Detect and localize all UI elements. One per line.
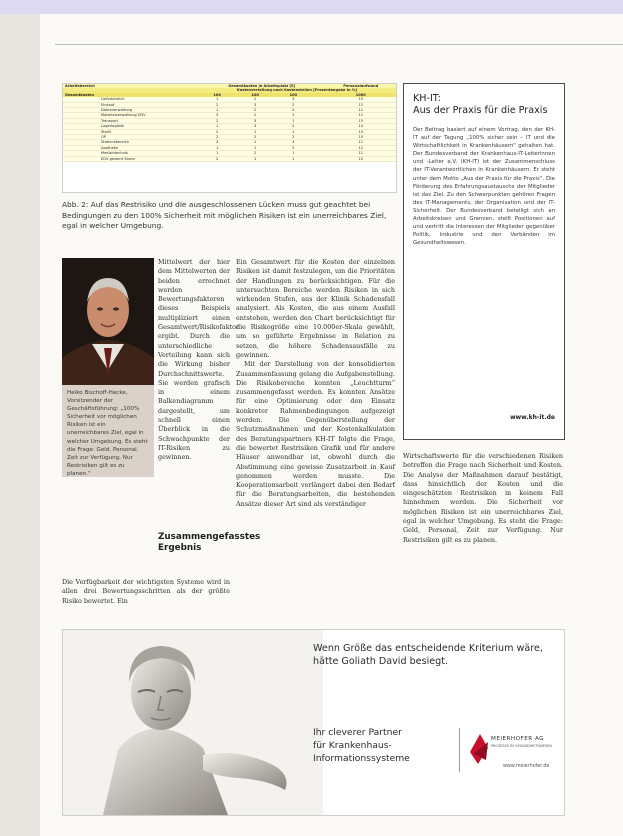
table-cell: 1 (274, 129, 312, 134)
table-cell: 13 (326, 129, 396, 134)
table-cell: 10 (326, 156, 396, 161)
section-subhead: Zusammengefasstes Ergebnis (158, 532, 261, 553)
table-cell: 2 (236, 108, 274, 113)
table-row-label: Transport (63, 118, 198, 123)
table-subheader-cell: Kostenverteilung nach Kostenstellen [Prozentangabe in %] (198, 88, 396, 92)
table-cell: 10 (326, 97, 396, 102)
table-cell: 1 (274, 113, 312, 118)
table-row-label: EDV gesamt Strom (63, 156, 198, 161)
table-cell-gap (312, 156, 325, 161)
sidebar-body: Der Beitrag basiert auf einem Vortrag, den der KH-IT auf der Tagung „100% sicher sein – IT und die Wirtschaftlichkeit in Krankenhäusern“ gehalten hat. Der Bundesverband der Krankenhaus-IT-Leiterinnen und -Leiter e.V. (KH-IT) ist der Zusammenschluss der IT-Verantwortlichen in Krankenhäusern. Er steht unter dem Motto „Aus der Praxis für die Praxis“. Die Förderung des Erfahrungsaustauschs der Mitglieder ist das Ziel. Zu den Schwerpunkten gehören Fragen des IT-Managements, der Organisation und der IT-Sicherheit. Der Bundesverband beteiligt sich an Arbeitskreisen und Gremien, stellt Positionen auf und vertritt die Interessen der Mitglieder gegenüber Politik, Industrie und den Verbänden im Gesundheitswesen. (413, 127, 555, 247)
header-rule (55, 44, 623, 45)
table-cell: 2 (236, 97, 274, 102)
table-cell: 1 (274, 118, 312, 123)
table-cell: 2 (198, 156, 236, 161)
body-paragraph: Ein Gesamtwert für die Kosten der einzelnen Risiken ist damit festzulegen, um die Prioritäten der Handlungen zu berücksichtigen. Für die untersuchten Bereiche werden Risiken in sich wirkenden Stufen, aus der Klinik Schadensfall analysiert. Als Kosten, die aus einem Ausfall entstehen, werden den Chart berücksichtigt für die Risikogröße eine 10.000er-Skala gewählt, um so geführte Ergebnisse in Relation zu setzen, die höhere Schadensausfälle zu gewinnen. (236, 258, 395, 359)
table-cell: 1 (274, 156, 312, 161)
ad-tagline-line: Informationssysteme (313, 753, 410, 764)
page-top-band (0, 0, 623, 14)
table-cell: 1 (198, 97, 236, 102)
table-cell: 15 (326, 118, 396, 123)
table-summary-cell: 1000 (326, 93, 396, 97)
table-cell: 3 (236, 102, 274, 107)
table-cell: 2 (198, 102, 236, 107)
table-summary-cell: 100 (198, 93, 236, 97)
table-row-label: Apotheke (63, 145, 198, 150)
portrait-caption: Heiko Bischoff-Hecke, Vorsitzender der Geschäftsführung: „100% Sicherheit vor möglichen Risiken ist ein unerreichbares Ziel, egal in welcher Umgebung. Es steht die Frage: Geld, Personal, Zeit zur Verfügung. Nur Restrisiken gilt es zu planen.“ (67, 390, 148, 477)
table-cell: 12 (326, 102, 396, 107)
table-cell: 1 (274, 151, 312, 156)
table-header-cell: Personalaufwand (326, 84, 396, 88)
table-cell: 2 (236, 113, 274, 118)
table-cell: 1 (198, 151, 236, 156)
table-cell: 11 (326, 108, 396, 113)
ad-website-link[interactable]: www.meierhofer.de (503, 764, 550, 769)
figure-risk-table (62, 83, 397, 193)
ad-brand-subtitle: PROZESSE IM GESUNDHEITSWESEN (491, 744, 552, 748)
table-cell: 1 (236, 156, 274, 161)
sidebar-link[interactable]: www.kh-it.de (510, 414, 555, 421)
table-row (63, 156, 396, 161)
ad-tagline (313, 726, 463, 765)
table-cell: 2 (274, 124, 312, 129)
table-cell: 2 (198, 118, 236, 123)
table-cell: 3 (236, 124, 274, 129)
sidebar-title (413, 93, 547, 117)
ad-headline-line: Wenn Größe das entscheidende Kriterium wäre, (313, 643, 543, 654)
body-paragraph: Mit der Darstellung von der konsolidierten Zusammenfassung gelang die Aufgabenstellung. Die Risikobereiche konnten „Leuchtturm“ zusammengefasst werden. Es konnten Ansätze für eine Optimierung oder den Einsatz konkreter Rahmenbedingungen aufgezeigt werden. Die Gegenüberstellung der Schutzmaßnahmen und der Kostenkalkulation des Beratungspartners KH-IT folgte die Frage, die bewertet Restrisiken Grafik und für andere Häuser anwendbar ist, obwohl durch die Abstimmung eine gewisse Zusatzarbeit in Kauf genommen werden musste. Die Kooperationsarbeit verlängert dabei den Bedarf für die Beratungsarbeiten, die bestehenden Ansätze dieser Art sind als verständiger (236, 360, 395, 508)
table-row-label: Lieferbereich (63, 97, 198, 102)
column-right-main (236, 258, 395, 509)
table-cell: 1 (236, 145, 274, 150)
sidebar-box-kh-it (403, 83, 565, 440)
body-paragraph: Die Verfügbarkeit der wichtigsten Systeme wird in allen drei Bewertungsschritten als der größte Risiko bewertet. Ein (62, 578, 230, 605)
table-cell: 3 (198, 140, 236, 145)
table-row-label: Stationsbereich (63, 140, 198, 145)
table-cell: 11 (326, 140, 396, 145)
table-summary-cell: 100 (274, 93, 312, 97)
table-cell: 3 (274, 140, 312, 145)
ad-tagline-line: Ihr cleverer Partner (313, 727, 402, 738)
ad-brand-name: MEIERHOFER AG (491, 736, 545, 742)
table-row-label: Lagerlogistik (63, 124, 198, 129)
portrait-photo (62, 258, 154, 385)
table-row-label: Einkauf (63, 102, 198, 107)
table-cell: 2 (274, 102, 312, 107)
table-header-cell: Gesamtkosten je Arbeitsplatz [€] (198, 84, 325, 88)
body-paragraph: Wirtschaftswerte für die verschiedenen Risiken betreffen die Frage nach Sicherheit und Kosten. Die Analyse der Maßnahmen darauf bestätigt, dass hinsichtlich der Kosten und die eingeschätzten Restrisiken in keinem Fall hinnehmen werden. Die Sicherheit vor möglichen Risiken ist ein unerreichbares Ziel, egal in welcher Umgebung. Es steht die Frage: Geld, Personal, Zeit zur Verfügung. Nur Restrisiken gilt es zu planen. (403, 452, 563, 544)
table-cell: 14 (326, 124, 396, 129)
figure-caption: Abb. 2: Auf das Restrisiko und die ausgeschlossenen Lücken muss gut geachtet bei Bedingungen zu den 100% Sicherheit mit möglichen Risiken ist ein unerreichbares Ziel, egal in welcher Umgebung. (62, 200, 387, 230)
table-summary-cell: 100 (236, 93, 274, 97)
advertisement (62, 629, 565, 816)
table-cell: 2 (236, 151, 274, 156)
sidebar-title-line: Aus der Praxis für die Praxis (413, 105, 548, 116)
column-middle-top (158, 258, 240, 463)
table-row-label: Datenverwaltung (63, 108, 198, 113)
table-cell: 3 (236, 118, 274, 123)
table-cell: 2 (274, 108, 312, 113)
table-cell: 12 (326, 113, 396, 118)
table-cell: 12 (326, 145, 396, 150)
ad-headline-line: hätte Goliath David besiegt. (313, 656, 449, 667)
portrait-caption-box (62, 385, 154, 477)
table-cell: 3 (274, 97, 312, 102)
sidebar-title-line: KH-IT: (413, 93, 441, 104)
table-cell: 3 (198, 113, 236, 118)
ad-tagline-line: für Krankenhaus- (313, 740, 392, 751)
table-cell: 10 (326, 135, 396, 140)
table-cell: 11 (326, 151, 396, 156)
portrait-image (62, 258, 154, 385)
table-summary-label: Gesamtkosten (63, 93, 198, 97)
column-left-bottom (62, 578, 230, 606)
risk-cost-table (63, 84, 396, 162)
ad-headline (313, 642, 548, 668)
table-cell: 1 (236, 140, 274, 145)
table-cell: 2 (198, 135, 236, 140)
table-cell: 1 (236, 129, 274, 134)
table-cell: 1 (198, 145, 236, 150)
table-row-label: Materialverwaltung/ EDV (63, 113, 198, 118)
david-statue-image (63, 630, 323, 815)
table-row-label: Sterili (63, 129, 198, 134)
table-header-cell: Arbeitsbereich (63, 84, 198, 88)
ad-divider (459, 728, 460, 772)
table-cell: 1 (198, 108, 236, 113)
table-cell: 2 (274, 145, 312, 150)
column-far-right (403, 452, 563, 545)
table-cell: 1 (198, 124, 236, 129)
body-paragraph: Mittelwert der hier dem Mittelwerten der beiden errechnet werden Bewertungsfaktoren dieses Beispiels multipliziert einen Gesamtwert/Risikofaktor ergibt. Durch die unterschiedliche Verteilung kann sich die Wirkung bisher Durchschnittswerte. Sie werden grafisch in einem Balkendiagramm dargestellt, um schnell einen Überblick in die Schwachpunkte der IT-Risiken zu gewinnen. (158, 258, 240, 462)
table-cell: 2 (274, 135, 312, 140)
table-cell: 2 (236, 135, 274, 140)
table-row-label: Medizintechnik (63, 151, 198, 156)
table-row-label: OP (63, 135, 198, 140)
table-cell: 2 (198, 129, 236, 134)
